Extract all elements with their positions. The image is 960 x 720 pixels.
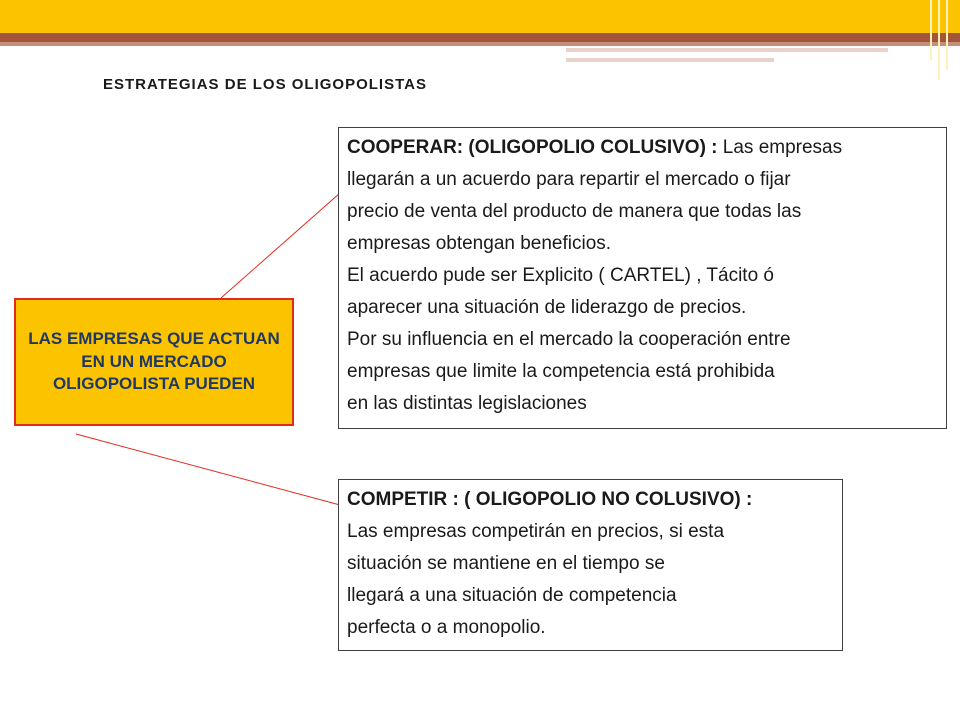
compete-strategy-box	[338, 479, 843, 651]
connector-to-compete	[76, 434, 340, 505]
cooperate-line-7: Por su influencia en el mercado la cooperación entre	[347, 329, 791, 350]
compete-heading: COMPETIR : ( OLIGOPOLIO NO COLUSIVO) :	[347, 489, 753, 510]
compete-line-3: situación se mantiene en el tiempo se	[347, 553, 665, 574]
cooperate-line-1-rest: Las empresas	[717, 137, 843, 158]
cooperate-line-3: precio de venta del producto de manera que todas las	[347, 201, 802, 222]
compete-line-1	[347, 484, 834, 516]
compete-line-2: Las empresas competirán en precios, si esta	[347, 521, 725, 542]
compete-line-5: perfecta o a monopolio.	[347, 617, 546, 638]
oligopoly-firms-text: LAS EMPRESAS QUE ACTUAN EN UN MERCADO OLIGOPOLISTA PUEDEN	[28, 329, 280, 394]
cooperate-line-4: empresas obtengan beneficios.	[347, 233, 612, 254]
cooperate-line-9: en las distintas legislaciones	[347, 393, 587, 414]
connector-to-cooperate	[221, 193, 340, 298]
cooperate-heading: COOPERAR: (OLIGOPOLIO COLUSIVO) :	[347, 137, 718, 158]
cooperate-line-1	[347, 132, 938, 164]
cooperate-line-8: empresas que limite la competencia está prohibida	[347, 361, 775, 382]
cooperate-line-5: El acuerdo pude ser Explicito ( CARTEL) , Tácito ó	[347, 265, 774, 286]
slide-title: ESTRATEGIAS DE LOS OLIGOPOLISTAS	[103, 76, 427, 93]
compete-line-4: llegará a una situación de competencia	[347, 585, 677, 606]
oligopoly-firms-box	[14, 298, 294, 426]
cooperate-line-6: aparecer una situación de liderazgo de precios.	[347, 297, 747, 318]
cooperate-line-2: llegarán a un acuerdo para repartir el mercado o fijar	[347, 169, 791, 190]
cooperate-strategy-box	[338, 127, 947, 429]
